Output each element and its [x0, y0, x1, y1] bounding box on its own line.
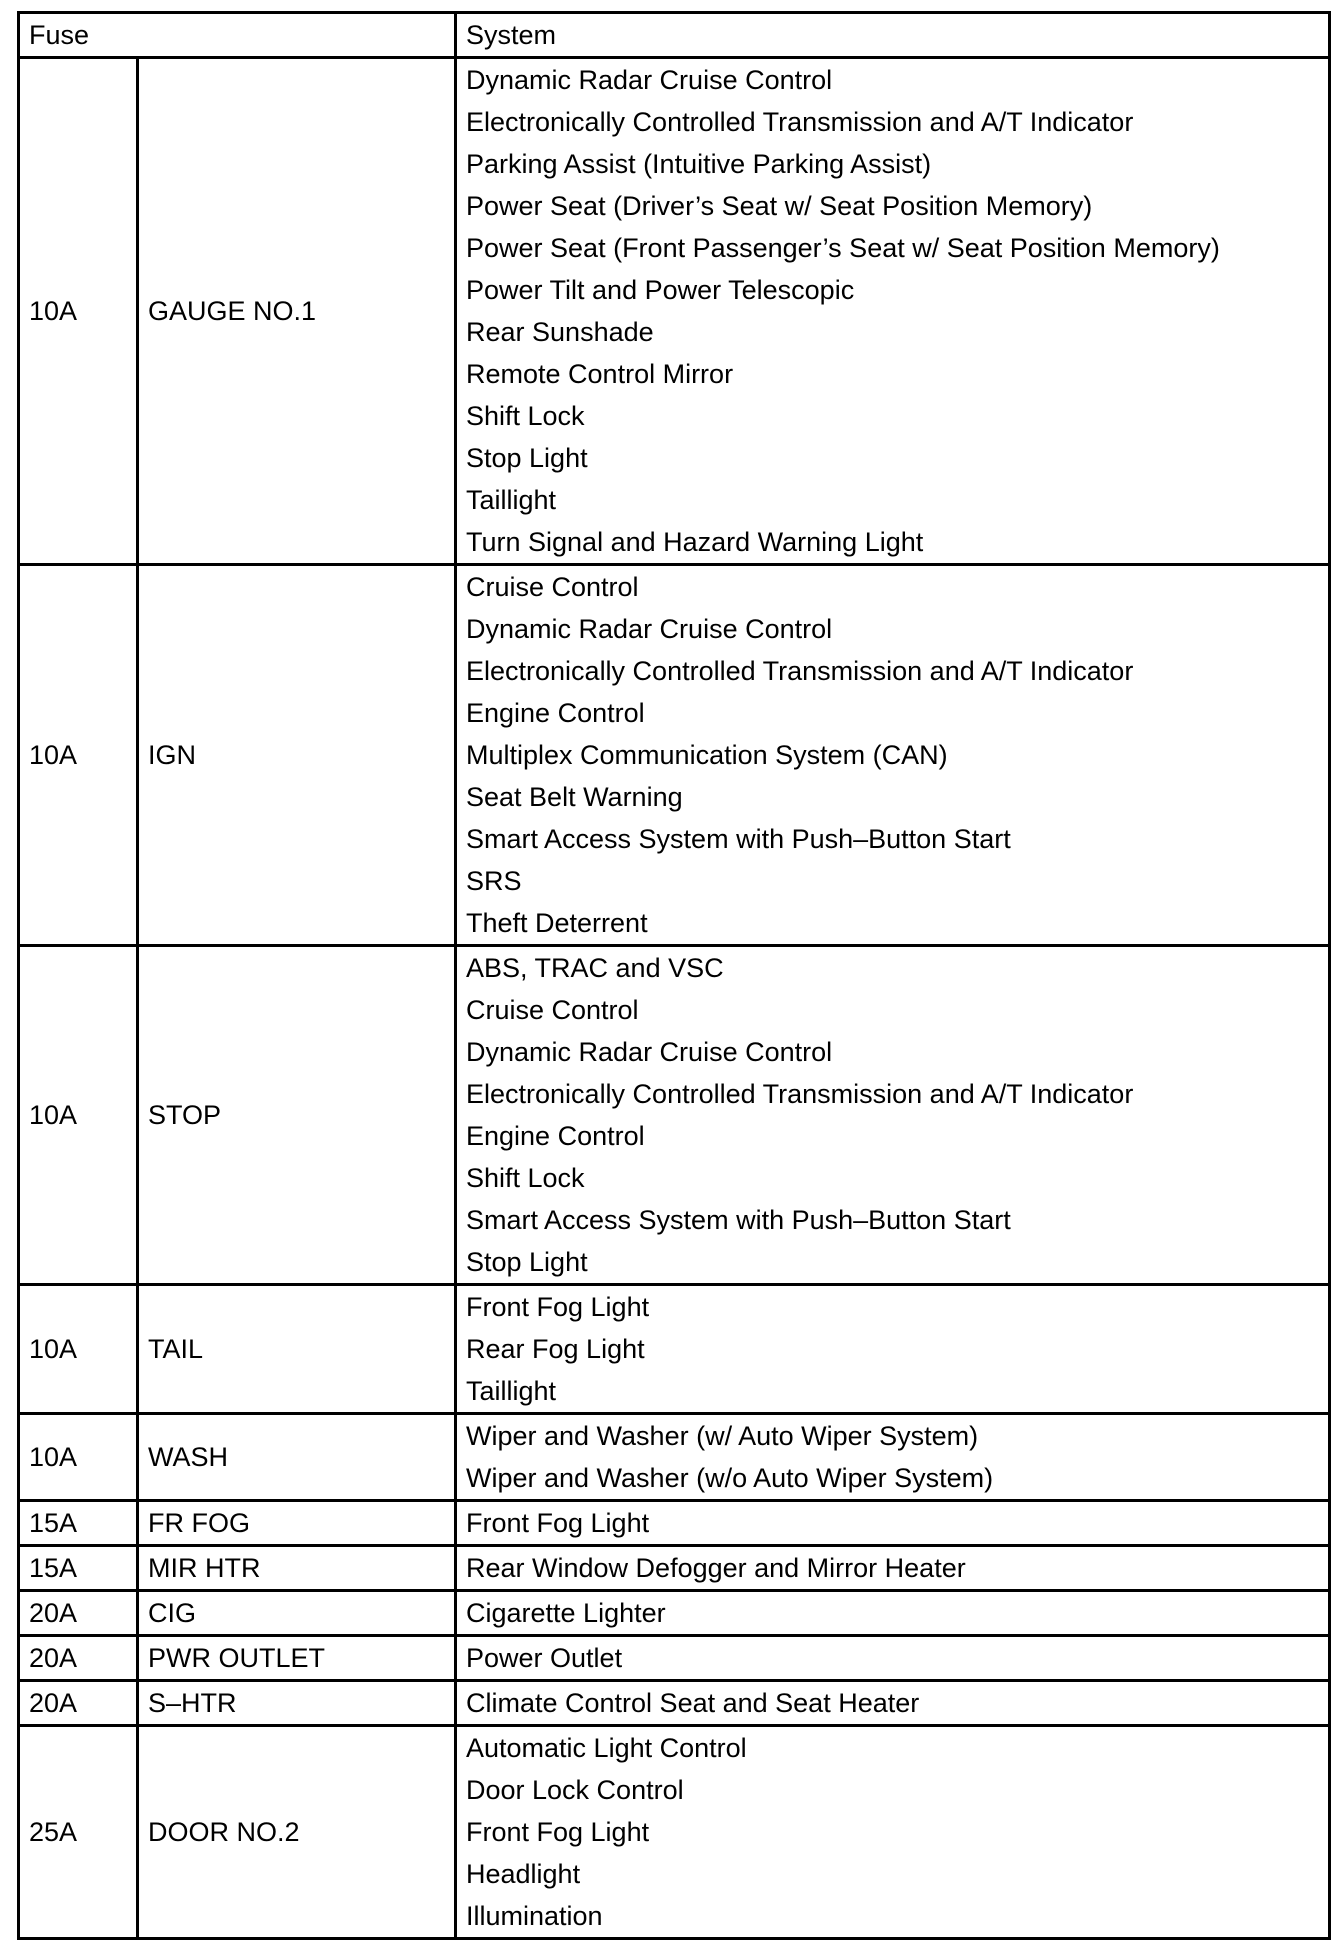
system-item: Electronically Controlled Transmission and A/T Indicator [466, 107, 1134, 137]
fuse-amperage: 20A [19, 1636, 138, 1681]
fuse-row [19, 946, 1330, 1285]
system-list [456, 1414, 1330, 1501]
system-item: Door Lock Control [466, 1775, 684, 1805]
system-item: Illumination [466, 1901, 603, 1931]
system-item: Smart Access System with Push–Button Start [466, 1205, 1011, 1235]
system-list [456, 1591, 1330, 1636]
system-item: Parking Assist (Intuitive Parking Assist) [466, 149, 932, 179]
system-item: Front Fog Light [466, 1292, 650, 1322]
system-item: Power Outlet [466, 1643, 623, 1673]
fuse-name: STOP [138, 946, 456, 1285]
system-item: Multiplex Communication System (CAN) [466, 740, 948, 770]
system-item: Front Fog Light [466, 1508, 650, 1538]
fuse-amperage: 10A [19, 1414, 138, 1501]
system-item: Taillight [466, 485, 557, 515]
fuse-name: TAIL [138, 1285, 456, 1414]
system-item: Electronically Controlled Transmission and A/T Indicator [466, 656, 1134, 686]
system-item: Stop Light [466, 1247, 588, 1277]
system-item: ABS, TRAC and VSC [466, 953, 724, 983]
table-header [19, 13, 1330, 58]
fuse-name: FR FOG [138, 1501, 456, 1546]
system-list [456, 1681, 1330, 1726]
system-item: Climate Control Seat and Seat Heater [466, 1688, 920, 1718]
fuse-table [17, 11, 1331, 1940]
system-item: Stop Light [466, 443, 588, 473]
fuse-name: WASH [138, 1414, 456, 1501]
fuse-amperage: 15A [19, 1546, 138, 1591]
fuse-row [19, 565, 1330, 946]
fuse-row [19, 1636, 1330, 1681]
system-item: Theft Deterrent [466, 908, 648, 938]
system-item: Engine Control [466, 1121, 645, 1151]
fuse-amperage: 10A [19, 1285, 138, 1414]
table-body [19, 58, 1330, 1939]
system-item: Power Tilt and Power Telescopic [466, 275, 855, 305]
fuse-name: IGN [138, 565, 456, 946]
system-list [456, 58, 1330, 565]
fuse-row [19, 1546, 1330, 1591]
system-item: Electronically Controlled Transmission and A/T Indicator [466, 1079, 1134, 1109]
system-item: Smart Access System with Push–Button Start [466, 824, 1011, 854]
system-item: Rear Sunshade [466, 317, 654, 347]
system-item: Power Seat (Front Passenger’s Seat w/ Seat Position Memory) [466, 233, 1220, 263]
fuse-row [19, 1681, 1330, 1726]
system-item: Turn Signal and Hazard Warning Light [466, 527, 924, 557]
fuse-amperage: 10A [19, 58, 138, 565]
system-list [456, 1285, 1330, 1414]
system-item: Cruise Control [466, 572, 639, 602]
fuse-amperage: 20A [19, 1681, 138, 1726]
fuse-amperage: 10A [19, 565, 138, 946]
system-item: Dynamic Radar Cruise Control [466, 614, 833, 644]
system-item: Shift Lock [466, 1163, 585, 1193]
system-list [456, 1726, 1330, 1939]
system-item: Cigarette Lighter [466, 1598, 666, 1628]
header-fuse: Fuse [19, 13, 456, 58]
system-item: Power Seat (Driver’s Seat w/ Seat Position Memory) [466, 191, 1093, 221]
system-item: Shift Lock [466, 401, 585, 431]
fuse-row [19, 1285, 1330, 1414]
fuse-name: DOOR NO.2 [138, 1726, 456, 1939]
fuse-row [19, 1414, 1330, 1501]
system-item: Headlight [466, 1859, 581, 1889]
fuse-name: MIR HTR [138, 1546, 456, 1591]
fuse-name: PWR OUTLET [138, 1636, 456, 1681]
fuse-name: CIG [138, 1591, 456, 1636]
fuse-row [19, 1591, 1330, 1636]
fuse-name: S–HTR [138, 1681, 456, 1726]
system-item: Seat Belt Warning [466, 782, 683, 812]
fuse-amperage: 25A [19, 1726, 138, 1939]
fuse-amperage: 10A [19, 946, 138, 1285]
fuse-row [19, 1726, 1330, 1939]
system-item: Front Fog Light [466, 1817, 650, 1847]
system-list [456, 1636, 1330, 1681]
system-item: Automatic Light Control [466, 1733, 747, 1763]
fuse-amperage: 15A [19, 1501, 138, 1546]
header-row [19, 13, 1330, 58]
header-system: System [456, 13, 1330, 58]
system-item: Dynamic Radar Cruise Control [466, 1037, 833, 1067]
system-item: SRS [466, 866, 522, 896]
system-list [456, 1501, 1330, 1546]
fuse-row [19, 58, 1330, 565]
fuse-row [19, 1501, 1330, 1546]
fuse-amperage: 20A [19, 1591, 138, 1636]
system-item: Wiper and Washer (w/ Auto Wiper System) [466, 1421, 979, 1451]
system-item: Remote Control Mirror [466, 359, 734, 389]
system-item: Rear Fog Light [466, 1334, 645, 1364]
system-list [456, 565, 1330, 946]
fuse-name: GAUGE NO.1 [138, 58, 456, 565]
system-item: Taillight [466, 1376, 557, 1406]
system-item: Cruise Control [466, 995, 639, 1025]
system-item: Engine Control [466, 698, 645, 728]
system-item: Rear Window Defogger and Mirror Heater [466, 1553, 966, 1583]
system-item: Wiper and Washer (w/o Auto Wiper System) [466, 1463, 994, 1493]
system-list [456, 1546, 1330, 1591]
system-list [456, 946, 1330, 1285]
system-item: Dynamic Radar Cruise Control [466, 65, 833, 95]
